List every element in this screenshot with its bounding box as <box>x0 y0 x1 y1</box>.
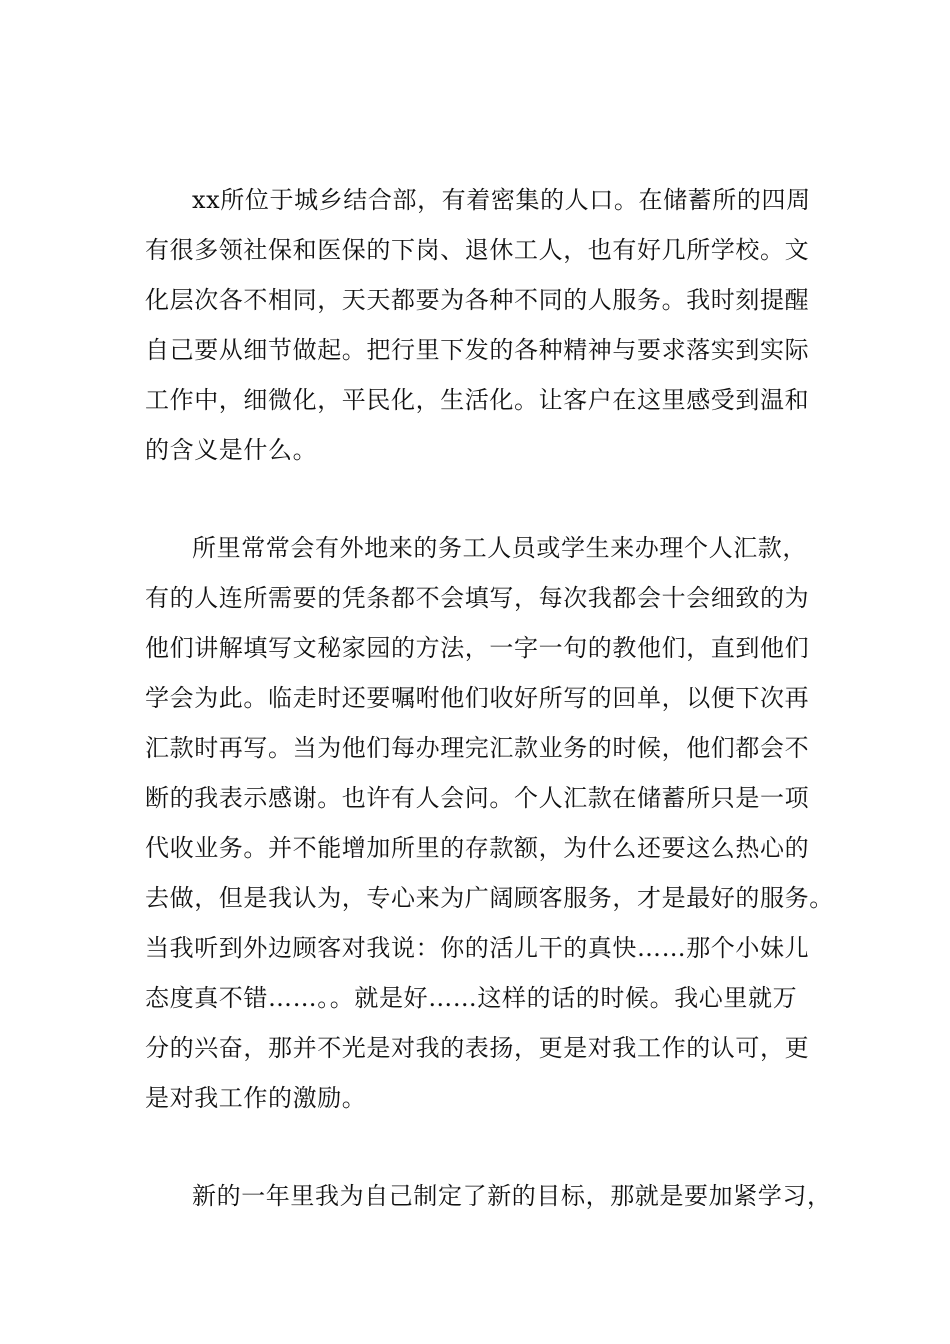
paragraph-line: 自己要从细节做起。把行里下发的各种精神与要求落实到实际 <box>145 336 810 364</box>
paragraph-line: 新的一年里我为自己制定了新的目标，那就是要加紧学习， <box>192 1182 832 1210</box>
paragraph-line: 是对我工作的激励。 <box>145 1084 367 1112</box>
paragraph-line: 汇款时再写。当为他们每办理完汇款业务的时候，他们都会不 <box>145 734 810 762</box>
paragraph-line: 有很多领社保和医保的下岗、退休工人，也有好几所学校。文 <box>145 236 810 264</box>
paragraph-line: 断的我表示感谢。也许有人会问。个人汇款在储蓄所只是一项 <box>145 784 810 812</box>
paragraph-line: 他们讲解填写文秘家园的方法，一字一句的教他们，直到他们 <box>145 634 810 662</box>
paragraph-line: 当我听到外边顾客对我说：你的活儿干的真快……那个小妹儿 <box>145 934 810 962</box>
paragraph-line: 去做，但是我认为，专心来为广阔顾客服务，才是最好的服务。 <box>145 884 834 912</box>
paragraph-line: 态度真不错……。。就是好……这样的话的时候。我心里就万 <box>145 984 798 1012</box>
paragraph-line: 代收业务。并不能增加所里的存款额，为什么还要这么热心的 <box>145 834 810 862</box>
paragraph-line: 学会为此。临走时还要嘱咐他们收好所写的回单，以便下次再 <box>145 684 810 712</box>
paragraph-line: 分的兴奋，那并不光是对我的表扬，更是对我工作的认可，更 <box>145 1034 810 1062</box>
paragraph-line: 所里常常会有外地来的务工人员或学生来办理个人汇款， <box>192 534 807 562</box>
paragraph-line: xx所位于城乡结合部，有着密集的人口。在储蓄所的四周 <box>192 186 811 214</box>
paragraph-line: 化层次各不相同，天天都要为各种不同的人服务。我时刻提醒 <box>145 286 810 314</box>
paragraph-line: 的含义是什么。 <box>145 436 318 464</box>
paragraph-line: 有的人连所需要的凭条都不会填写，每次我都会十会细致的为 <box>145 584 810 612</box>
paragraph-line: 工作中，细微化，平民化，生活化。让客户在这里感受到温和 <box>145 386 810 414</box>
